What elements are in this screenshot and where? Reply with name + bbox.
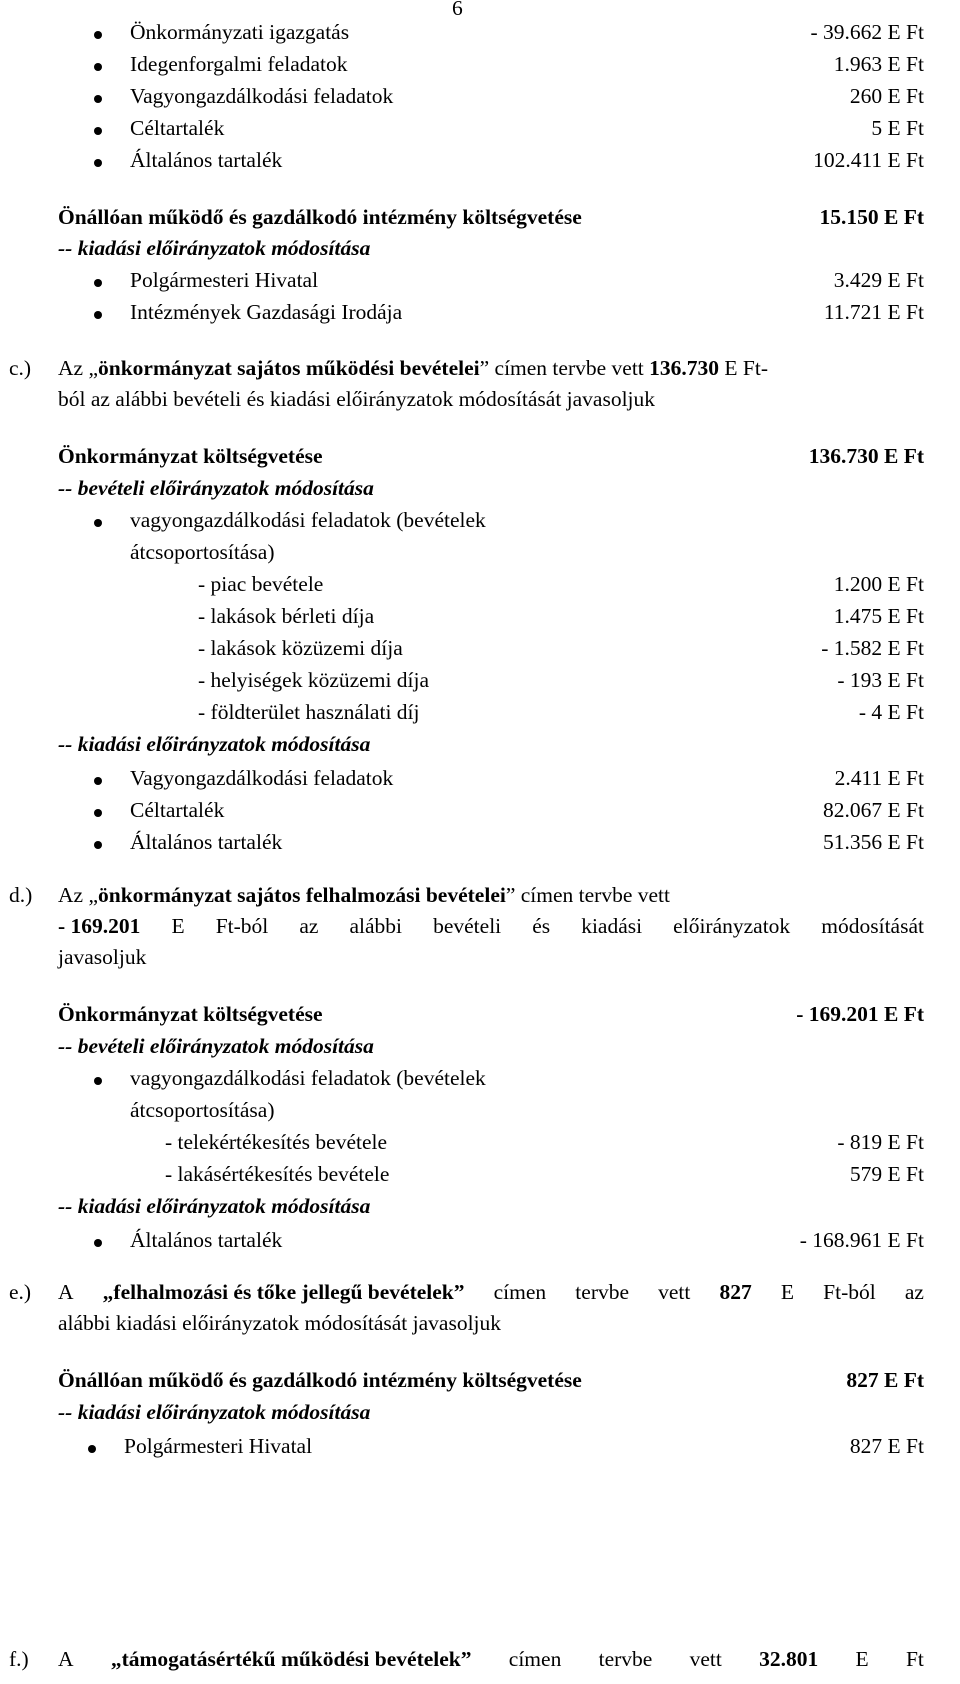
intro-word: előirányzatok [673, 914, 791, 938]
income-subheading: -- bevételi előirányzatok módosítása [58, 1034, 374, 1058]
list-item: Intézmények Gazdasági Irodája [130, 300, 403, 324]
intro-title: „felhalmozási és tőke jellegű bevételek” [102, 1280, 465, 1304]
list-item: vagyongazdálkodási feladatok (bevételek [130, 1066, 486, 1090]
intro-word: Ft-ból [215, 914, 269, 938]
intro-word: Ft-ból [823, 1280, 876, 1304]
budget-total: 136.730 E Ft [808, 444, 924, 468]
section-intro-line [58, 1280, 924, 1306]
income-item: - helyiségek közüzemi díja [198, 668, 430, 692]
amount: 82.067 E Ft [823, 798, 924, 822]
page-number: 6 [452, 0, 463, 20]
income-item: - lakások közüzemi díja [198, 636, 403, 660]
section-intro-line: ból az alábbi bevételi és kiadási előirányzatok módosítását javasoljuk [58, 387, 656, 411]
amount: 579 E Ft [849, 1162, 924, 1186]
intro-text: ” címen tervbe vett [479, 356, 650, 380]
amount: 102.411 E Ft [813, 148, 924, 172]
list-item: Céltartalék [130, 116, 225, 140]
list-item: Vagyongazdálkodási feladatok [130, 84, 394, 108]
budget-heading: Önállóan működő és gazdálkodó intézmény költségvetése [58, 205, 582, 229]
intro-text: Az „ [58, 356, 98, 380]
amount: 5 E Ft [871, 116, 924, 140]
list-item: Polgármesteri Hivatal [130, 268, 319, 292]
list-item: Általános tartalék [130, 830, 283, 854]
expense-subheading: -- kiadási előirányzatok módosítása [58, 732, 371, 756]
intro-word: A [58, 1647, 74, 1671]
budget-total: 827 E Ft [846, 1368, 924, 1392]
intro-word: E [780, 1280, 795, 1304]
list-item: vagyongazdálkodási feladatok (bevételek [130, 508, 486, 532]
intro-amount: 827 [719, 1280, 752, 1304]
intro-amount: 32.801 [759, 1647, 819, 1671]
intro-word: tervbe [598, 1647, 653, 1671]
intro-word: bevételi [433, 914, 502, 938]
list-item: Önkormányzati igazgatás [130, 20, 350, 44]
section-intro-line [58, 914, 924, 940]
intro-word: alábbi [349, 914, 403, 938]
section-marker: d.) [9, 883, 33, 907]
section-intro-line [58, 356, 768, 382]
intro-word: E [855, 1647, 869, 1671]
budget-total: 15.150 E Ft [819, 205, 924, 229]
intro-amount: - 169.201 [58, 914, 141, 938]
expense-subheading: -- kiadási előirányzatok módosítása [58, 236, 371, 260]
intro-title: „támogatásértékű működési bevételek” [110, 1647, 472, 1671]
budget-total: - 169.201 E Ft [796, 1002, 924, 1026]
intro-word: A [58, 1280, 74, 1304]
intro-text: Az „ [58, 883, 98, 907]
list-item: Idegenforgalmi feladatok [130, 52, 348, 76]
amount: 1.200 E Ft [833, 572, 924, 596]
intro-text: E Ft- [719, 356, 769, 380]
list-item-continued: átcsoportosítása) [130, 1098, 275, 1122]
amount: 51.356 E Ft [823, 830, 924, 854]
intro-word: vett [689, 1647, 722, 1671]
amount: - 819 E Ft [837, 1130, 924, 1154]
list-item: Vagyongazdálkodási feladatok [130, 766, 394, 790]
income-subheading: -- bevételi előirányzatok módosítása [58, 476, 374, 500]
amount: 1.963 E Ft [833, 52, 924, 76]
amount: - 39.662 E Ft [810, 20, 924, 44]
section-intro-line [58, 1647, 924, 1673]
intro-word: vett [658, 1280, 691, 1304]
amount: 11.721 E Ft [823, 300, 924, 324]
amount: - 4 E Ft [858, 700, 924, 724]
intro-word: és [532, 914, 551, 938]
amount: - 168.961 E Ft [799, 1228, 924, 1252]
list-item: Általános tartalék [130, 148, 283, 172]
intro-title: önkormányzat sajátos felhalmozási bevételei [98, 883, 506, 907]
income-item: - lakások bérleti díja [198, 604, 375, 628]
intro-amount: 136.730 [649, 356, 720, 380]
amount: 827 E Ft [849, 1434, 924, 1458]
amount: 1.475 E Ft [833, 604, 924, 628]
intro-word: címen [493, 1280, 547, 1304]
budget-heading: Önkormányzat költségvetése [58, 444, 323, 468]
expense-subheading: -- kiadási előirányzatok módosítása [58, 1400, 371, 1424]
income-item: - telekértékesítés bevétele [165, 1130, 388, 1154]
intro-word: tervbe [575, 1280, 630, 1304]
section-intro-line [58, 883, 670, 909]
budget-heading: Önkormányzat költségvetése [58, 1002, 323, 1026]
amount: 2.411 E Ft [834, 766, 924, 790]
section-marker: c.) [9, 356, 32, 380]
section-marker: f.) [9, 1647, 29, 1671]
intro-word: az [904, 1280, 924, 1304]
list-item: Céltartalék [130, 798, 225, 822]
list-item: Általános tartalék [130, 1228, 283, 1252]
amount: 3.429 E Ft [833, 268, 924, 292]
intro-word: kiadási [581, 914, 643, 938]
section-marker: e.) [9, 1280, 32, 1304]
amount: 260 E Ft [849, 84, 924, 108]
section-intro-line: javasoljuk [58, 945, 147, 969]
intro-text: ” címen tervbe vett [505, 883, 671, 907]
section-intro-line: alábbi kiadási előirányzatok módosítását javasoljuk [58, 1311, 502, 1335]
list-item: Polgármesteri Hivatal [124, 1434, 313, 1458]
intro-word: címen [508, 1647, 562, 1671]
amount: - 1.582 E Ft [821, 636, 924, 660]
intro-word: Ft [905, 1647, 924, 1671]
income-item: - földterület használati díj [198, 700, 420, 724]
intro-title: önkormányzat sajátos működési bevételei [98, 356, 480, 380]
intro-word: E [171, 914, 185, 938]
budget-heading: Önállóan működő és gazdálkodó intézmény költségvetése [58, 1368, 582, 1392]
expense-subheading: -- kiadási előirányzatok módosítása [58, 1194, 371, 1218]
intro-word: az [299, 914, 319, 938]
intro-word: módosítását [821, 914, 924, 938]
income-item: - piac bevétele [198, 572, 324, 596]
income-item: - lakásértékesítés bevétele [165, 1162, 390, 1186]
list-item-continued: átcsoportosítása) [130, 540, 275, 564]
amount: - 193 E Ft [837, 668, 924, 692]
